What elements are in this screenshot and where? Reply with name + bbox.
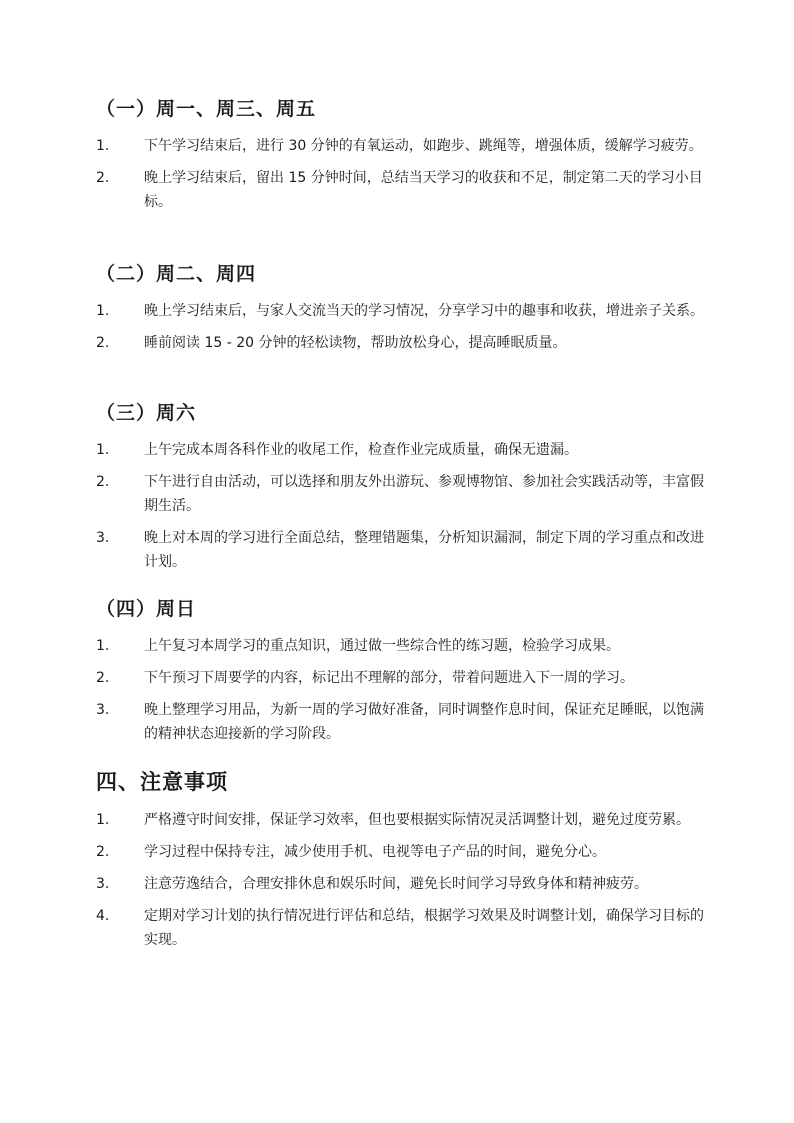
list-item [96, 331, 706, 355]
item-text: 下午学习结束后，进行 30 分钟的有氧运动，如跑步、跳绳等，增强体质，缓解学习疲劳。 [144, 138, 703, 154]
item-list [96, 438, 706, 574]
section-heading: （四）周日 [96, 598, 197, 620]
section-mon-wed-fri [96, 96, 706, 214]
item-number: 1. [96, 812, 110, 828]
list-item [96, 666, 706, 690]
item-list [96, 634, 706, 746]
item-number: 2. [96, 335, 110, 351]
list-item [96, 698, 706, 746]
item-number: 2. [96, 844, 110, 860]
item-text: 定期对学习计划的执行情况进行评估和总结，根据学习效果及时调整计划，确保学习目标的实现。 [144, 908, 704, 948]
item-number: 1. [96, 138, 110, 154]
item-number: 2. [96, 474, 110, 490]
list-item [96, 299, 706, 323]
list-item [96, 904, 706, 952]
item-text: 上午复习本周学习的重点知识，通过做一些综合性的练习题，检验学习成果。 [144, 638, 620, 654]
item-text: 睡前阅读 15 - 20 分钟的轻松读物，帮助放松身心，提高睡眠质量。 [144, 335, 567, 351]
item-number: 4. [96, 908, 110, 924]
item-list [96, 808, 706, 952]
item-text: 晚上学习结束后，与家人交流当天的学习情况，分享学习中的趣事和收获，增进亲子关系。 [144, 303, 704, 319]
list-item [96, 872, 706, 896]
item-list [96, 134, 706, 214]
section-heading: 四、注意事项 [96, 770, 228, 794]
item-text: 学习过程中保持专注，减少使用手机、电视等电子产品的时间，避免分心。 [144, 844, 606, 860]
list-item [96, 438, 706, 462]
item-text: 下午预习下周要学的内容，标记出不理解的部分，带着问题进入下一周的学习。 [144, 670, 634, 686]
list-item [96, 808, 706, 832]
list-item [96, 634, 706, 658]
list-item [96, 840, 706, 864]
list-item [96, 166, 706, 214]
section-notes [96, 768, 706, 952]
item-list [96, 299, 706, 355]
item-number: 3. [96, 876, 110, 892]
item-text: 下午进行自由活动，可以选择和朋友外出游玩、参观博物馆、参加社会实践活动等，丰富假期生活。 [144, 474, 704, 514]
item-number: 1. [96, 442, 110, 458]
list-item [96, 470, 706, 518]
list-item [96, 526, 706, 574]
item-text: 晚上整理学习用品，为新一周的学习做好准备，同时调整作息时间，保证充足睡眠，以饱满的精神状态迎接新的学习阶段。 [144, 702, 704, 742]
list-item [96, 134, 706, 158]
item-text: 晚上对本周的学习进行全面总结，整理错题集，分析知识漏洞，制定下周的学习重点和改进计划。 [144, 530, 704, 570]
section-sat [96, 400, 706, 574]
item-number: 2. [96, 670, 110, 686]
item-number: 1. [96, 303, 110, 319]
section-tue-thu [96, 261, 706, 355]
item-text: 注意劳逸结合，合理安排休息和娱乐时间，避免长时间学习导致身体和精神疲劳。 [144, 876, 648, 892]
section-heading: （一）周一、周三、周五 [96, 98, 317, 120]
item-number: 1. [96, 638, 110, 654]
item-number: 3. [96, 530, 110, 546]
section-heading: （二）周二、周四 [96, 263, 257, 285]
item-text: 晚上学习结束后，留出 15 分钟时间，总结当天学习的收获和不足，制定第二天的学习小目标。 [144, 170, 703, 210]
item-text: 上午完成本周各科作业的收尾工作，检查作业完成质量，确保无遗漏。 [144, 442, 578, 458]
item-number: 3. [96, 702, 110, 718]
section-heading: （三）周六 [96, 402, 197, 424]
item-number: 2. [96, 170, 110, 186]
section-sun [96, 596, 706, 746]
item-text: 严格遵守时间安排，保证学习效率，但也要根据实际情况灵活调整计划，避免过度劳累。 [144, 812, 690, 828]
